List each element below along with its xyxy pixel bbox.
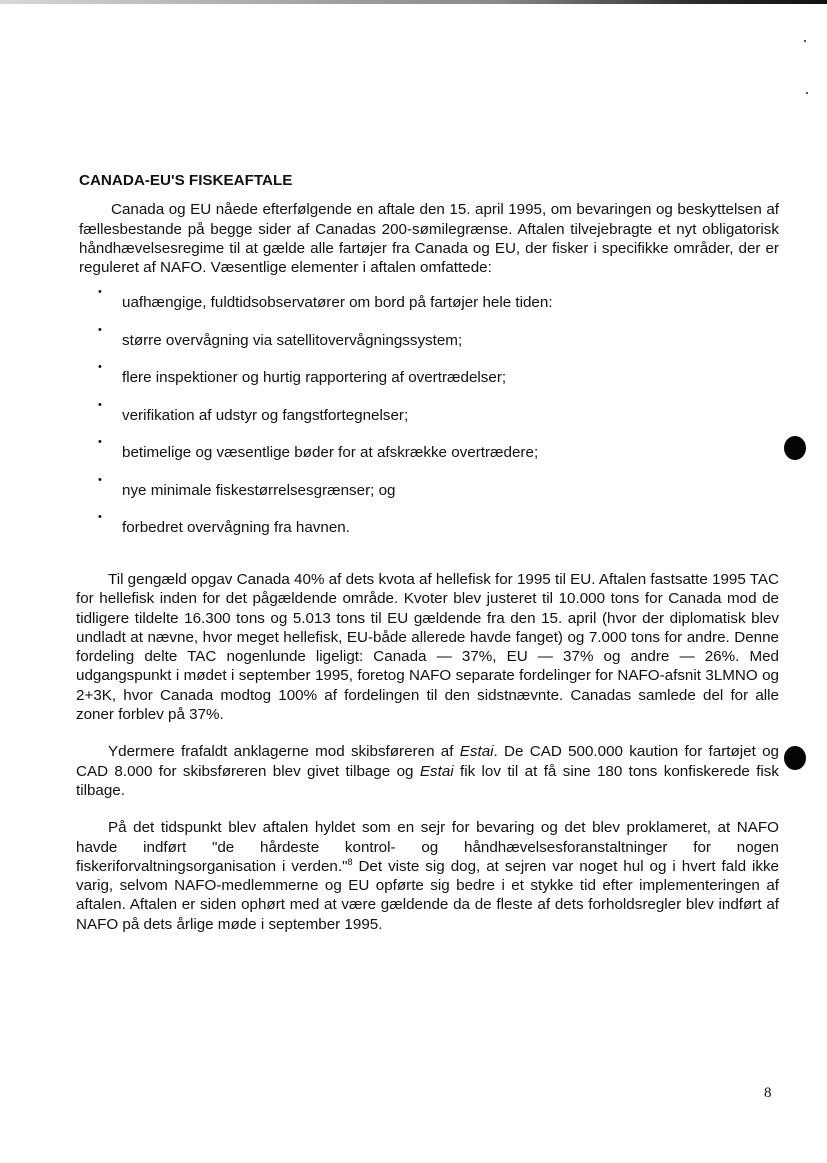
footnote-marker: 8 — [347, 856, 353, 867]
bullet-list — [76, 286, 779, 556]
scan-hole-punch-mark — [784, 436, 806, 460]
bullet-icon: • — [98, 398, 102, 411]
list-item: • flere inspektioner og hurtig rapportering af overtrædelser; — [98, 361, 507, 387]
list-item: • uafhængige, fuldtidsobservatører om bord på fartøjer hele tiden: — [98, 286, 553, 312]
conclusion-paragraph: På det tidspunkt blev aftalen hyldet som en sejr for bevaring og det blev proklameret, at NAFO havde indført "de hårdeste kontrol- og håndhævelsesforanstaltninger for nogen fiskeriforvaltningsorganisation i verden."$^8$ Det viste sig dog, at sejren var noget hul og i hvert fald ikke varig, selvom NAFO-medlemmerne og EU opførte sig bedre i et stykke tid efter implementeringen af aftalen. Aftalen er siden ophørt med at være gældende da de fleste af dets forholdsregler blev indført af NAFO på dets årlige møde i september 1995. — [76, 819, 780, 933]
list-item: • betimelige og væsentlige bøder for at afskrække overtrædere; — [98, 436, 539, 462]
scan-speck — [806, 92, 808, 94]
scan-speck — [804, 40, 806, 42]
section-title: CANADA-EU'S FISKEAFTALE — [79, 172, 293, 189]
bullet-icon: • — [98, 473, 102, 486]
intro-paragraph: Canada og EU nåede efterfølgende en aftale den 15. april 1995, om bevaringen og beskyttelsen af fællesbestande på begge sider af Canadas 200-sømilegrænse. Aftalen tilvejebragte et nyt obligatorisk håndhævelsesregime til at gælde alle fartøjer fra Canada og EU, der fisker i specifikke områder, der er reguleret af NAFO. Væsentlige elementer i aftalen omfattede: — [79, 201, 779, 277]
page-number: 8 — [764, 1085, 772, 1101]
list-item: • større overvågning via satellitovervågningssystem; — [98, 323, 463, 349]
scan-top-border — [0, 0, 827, 4]
bullet-icon: • — [98, 361, 102, 374]
document-body — [76, 171, 779, 934]
list-item: • forbedret overvågning fra havnen. — [98, 511, 350, 537]
list-item: • verifikation af udstyr og fangstfortegnelser; — [98, 398, 409, 424]
list-item: • nye minimale fiskestørrelsesgrænser; og — [98, 473, 396, 499]
bullet-icon: • — [98, 436, 102, 449]
bullet-icon: • — [98, 286, 102, 299]
vessel-name: Estai — [459, 743, 494, 761]
vessel-name: Estai — [419, 762, 454, 780]
scan-hole-punch-mark — [784, 746, 806, 770]
quota-paragraph: Til gengæld opgav Canada 40% af dets kvota af hellefisk for 1995 til EU. Aftalen fastsatte 1995 TAC for hellefisk inden for det pågældende område. Kvoter blev justeret til 10.000 tons for Canada mod de tidligere tildelte 16.300 tons og 5.013 tons til EU gældende fra den 15. april (hvor der diplomatisk blev undladt at nævne, hvor meget hellefisk, EU-både allerede havde fanget) og 7.000 tons for andre. Denne fordeling delte TAC nogenlunde ligeligt: Canada — 37%, EU — 37% og andre — 26%. Med udgangspunkt i mødet i september 1995, foretog NAFO separate fordelinger for NAFO-afsnit 3LMNO og 2+3K, hvor Canada modtog 100% af fordelingen til den sidstnævnte. Canadas samlede del for alle zoner forblev på 37%. — [76, 570, 779, 724]
estai-paragraph: Ydermere frafaldt anklagerne mod skibsføreren af Estai. De CAD 500.000 kaution for fartøjet og CAD 8.000 for skibsføreren blev givet tilbage og Estai fik lov til at få sine 180 tons konfiskerede fisk tilbage. — [76, 743, 779, 799]
bullet-icon: • — [98, 511, 102, 524]
bullet-icon: • — [98, 323, 102, 336]
